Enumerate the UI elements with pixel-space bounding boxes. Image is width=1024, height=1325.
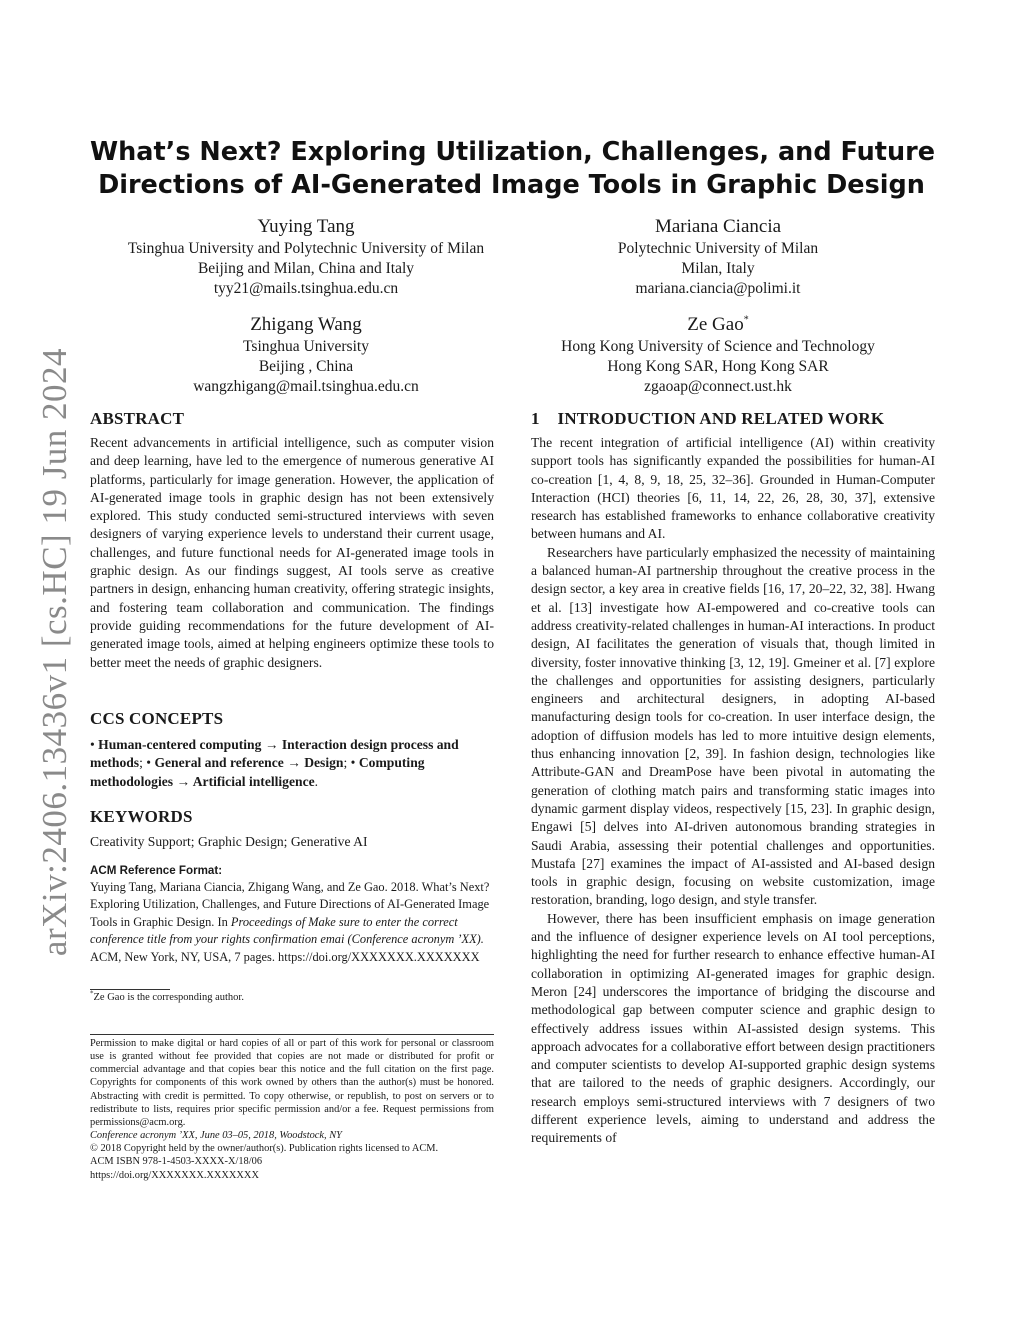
acm-reference-publisher: ACM, New York, NY, USA, 7 pages. https://doi.org/XXXXXXX.XXXXXXX <box>90 949 480 964</box>
ccs-section <box>90 708 494 791</box>
ccs-concept-sub: Design <box>304 755 344 771</box>
ccs-bullet: • <box>146 755 155 771</box>
copyright-line: © 2018 Copyright held by the owner/author(s). Publication rights licensed to ACM. <box>90 1143 439 1155</box>
acm-reference-label: ACM Reference Format: <box>90 864 223 877</box>
ccs-concept-sub: Interaction design process and methods <box>90 737 459 771</box>
author-block-1 <box>90 215 522 299</box>
intro-paragraph-1: The recent integration of artificial intelligence (AI) within creativity support tools has significantly expanded the possibilities for human-AI co-creation [1, 4, 8, 9, 18, 25, 32–36]. Grounded in Human-Computer Interaction (HCI) theories [6, 11, 14, 22, 26, 28, 30, 37], extensive research has established frameworks to enhance collaborative creativity between humans and AI. <box>531 435 935 542</box>
ccs-concept-sub: Artificial intelligence <box>192 773 315 789</box>
author-location: Beijing and Milan, China and Italy <box>197 260 415 277</box>
author-affiliation: Hong Kong University of Science and Technology <box>561 338 875 355</box>
footnote-divider <box>90 989 170 990</box>
abstract-heading: ABSTRACT <box>90 409 185 428</box>
paper-title <box>90 136 933 202</box>
ccs-bullet: • <box>90 737 99 752</box>
intro-paragraph-2: Researchers have particularly emphasized the necessity of maintaining a balanced human-AI partnership throughout the creative process in the design sector, a key area in creative fields [16, 17, 20–22, 32, 38]. Hwang et al. [13] investigate how AI-empowered and co-creative tools can address creativity-related challenges in human-AI interactions. In product design, AI facilitates the generation of visuals that, though limited in diversity, foster innovative thinking [3, 12, 19]. Gmeiner et al. [7] explore the challenges and opportunities for assisting designers, particularly engineers and architectural designers, in adopting AI-based manufacturing design tools for co-creation. In user interface design, the adoption of diffusion models has led to more intuitive design elements, thus enhancing innovation [2, 39]. In fashion design, technologies like Attribute-GAN and DreamPose have been pivotal in automating the generation of clothing match pairs and transforming static images into dynamic garment display videos, respectively [15, 23]. In graphic design, Engawi [5] delves into AI-driven autonomous branding strategies in Saudi Arabia, assessing their potential challenges and opportunities. Mustafa [27] examines the impact of AI-assisted and AI-based design tools in graphic design, focusing on website customization, image restoration, branding, logo design, and style transfer. <box>531 544 935 908</box>
doi-line: https://doi.org/XXXXXXX.XXXXXXX <box>90 1169 259 1181</box>
conference-line <box>90 1129 494 1142</box>
author-name: Yuying Tang <box>257 216 355 237</box>
author-location: Milan, Italy <box>681 260 755 277</box>
author-affiliation: Tsinghua University <box>243 338 369 355</box>
author-email: tyy21@mails.tsinghua.edu.cn <box>213 280 399 297</box>
ccs-concepts <box>90 736 494 791</box>
acm-reference-citation: Yuying Tang, Mariana Ciancia, Zhigang Wang, and Ze Gao. 2018. What’s Next? Exploring Utilization, Challenges, and Future Directions of AI-Generated Image Tools in Graphic Design. In <box>90 880 490 929</box>
author-email: zgaoap@connect.ust.hk <box>644 378 792 395</box>
introduction-section <box>531 408 935 1148</box>
ccs-concept-main: General and reference <box>154 755 284 771</box>
permission-divider <box>90 1034 494 1035</box>
author-email: mariana.ciancia@polimi.it <box>635 280 801 297</box>
ccs-separator: ; <box>139 755 147 771</box>
author-block-3 <box>90 313 522 397</box>
title-line-1: What’s Next? Exploring Utilization, Challenges, and Future <box>90 137 935 167</box>
author-name: Mariana Ciancia <box>654 216 782 237</box>
arxiv-identifier-stamp <box>29 347 81 957</box>
isbn-line: ACM ISBN 978-1-4503-XXXX-X/18/06 <box>90 1156 263 1168</box>
abstract-section <box>90 408 494 672</box>
ccs-arrow: → <box>261 737 282 752</box>
ccs-arrow: → <box>283 755 305 771</box>
introduction-heading: 1 INTRODUCTION AND RELATED WORK <box>531 409 885 428</box>
author-email: wangzhigang@mail.tsinghua.edu.cn <box>193 378 419 395</box>
ccs-bullet: • <box>350 755 359 771</box>
author-affiliation: Polytechnic University of Milan <box>617 240 819 257</box>
ccs-arrow: → <box>173 773 193 789</box>
footnote-text: Ze Gao is the corresponding author. <box>93 992 244 1003</box>
author-name-with-mark <box>516 313 920 337</box>
acm-reference-text <box>90 879 494 966</box>
footnote-mark: * <box>90 989 94 998</box>
author-block-4 <box>516 313 920 397</box>
author-affiliation: Tsinghua University and Polytechnic University of Milan <box>127 240 485 257</box>
author-location: Hong Kong SAR, Hong Kong SAR <box>607 358 829 375</box>
acm-reference-proceedings: Proceedings of Make sure to enter the correct conference title from your rights confirmation emai (Conference acronym ’XX). <box>90 914 484 947</box>
ccs-concept-main: Human-centered computing <box>98 737 262 752</box>
permission-block <box>90 1037 494 1182</box>
ccs-separator: . <box>314 773 319 789</box>
keywords-heading: KEYWORDS <box>90 807 193 826</box>
keywords-text: Creativity Support; Graphic Design; Generative AI <box>90 834 368 849</box>
arxiv-id-text: arXiv:2406.13436v1 [cs.HC] 19 Jun 2024 <box>35 347 74 957</box>
footnote <box>90 991 494 1005</box>
abstract-text: Recent advancements in artificial intelligence, such as computer vision and deep learning, have led to the emergence of numerous generative AI platforms, particularly for image generation. However, the application of AI-generated image tools in graphic design has not been extensively explored. This study conducted semi-structured interviews with seven designers of varying experience levels to understand their current usage, challenges, and future functional needs for AI-generated image tools in graphic design. As our findings suggest, AI tools serve as creative partners in design, enhancing human creativity, offering strategic insights, and fostering team collaboration and communication. The findings provide guiding recommendations for the future development of AI-generated image tools, aimed at helping engineers optimize these tools to better meet the needs of graphic designers. <box>90 435 494 670</box>
ccs-heading: CCS CONCEPTS <box>90 709 224 728</box>
conference-info: Conference acronym ’XX, June 03–05, 2018, Woodstock, NY <box>90 1130 342 1142</box>
author-name: Ze Gao <box>687 314 744 335</box>
author-location: Beijing , China <box>258 358 354 375</box>
title-line-2: Directions of AI-Generated Image Tools in Graphic Design <box>98 170 925 200</box>
intro-paragraph-3: However, there has been insufficient emphasis on image generation and the influence of designer experience levels on AI tool perceptions, highlighting the need for further research to enhance effective human-AI collaboration in optimizing AI-generated images for graphic design. Meron [24] underscores the importance of bridging the discourse and methodological gap between computer science and graphic design to effectively address issues within AI-assisted design systems. This approach advocates for a collaborative effort between design practitioners and computer scientists to develop AI-supported graphic design systems that are tailored to the needs of graphic designers. Accordingly, our research employs semi-structured interviews with 7 designers of two different experience levels, aiming to understand and address the requirements of <box>531 910 935 1146</box>
acm-reference-section <box>90 863 494 966</box>
author-block-2 <box>516 215 920 299</box>
ccs-concept-main: Computing methodologies <box>90 755 425 789</box>
permission-text: Permission to make digital or hard copies of all or part of this work for personal or classroom use is granted without fee provided that copies are not made or distributed for profit or commercial advantage and that copies bear this notice and the full citation on the first page. Copyrights for components of this work owned by others than the author(s) must be honored. Abstracting with credit is permitted. To copy otherwise, or republish, to post on servers or to redistribute to lists, requires prior specific permission and/or a fee. Request permissions from permissions@acm.org. <box>90 1038 494 1128</box>
ccs-separator: ; <box>343 755 351 771</box>
keywords-section <box>90 806 494 851</box>
corresponding-author-mark: * <box>743 314 749 326</box>
author-name: Zhigang Wang <box>250 314 362 335</box>
